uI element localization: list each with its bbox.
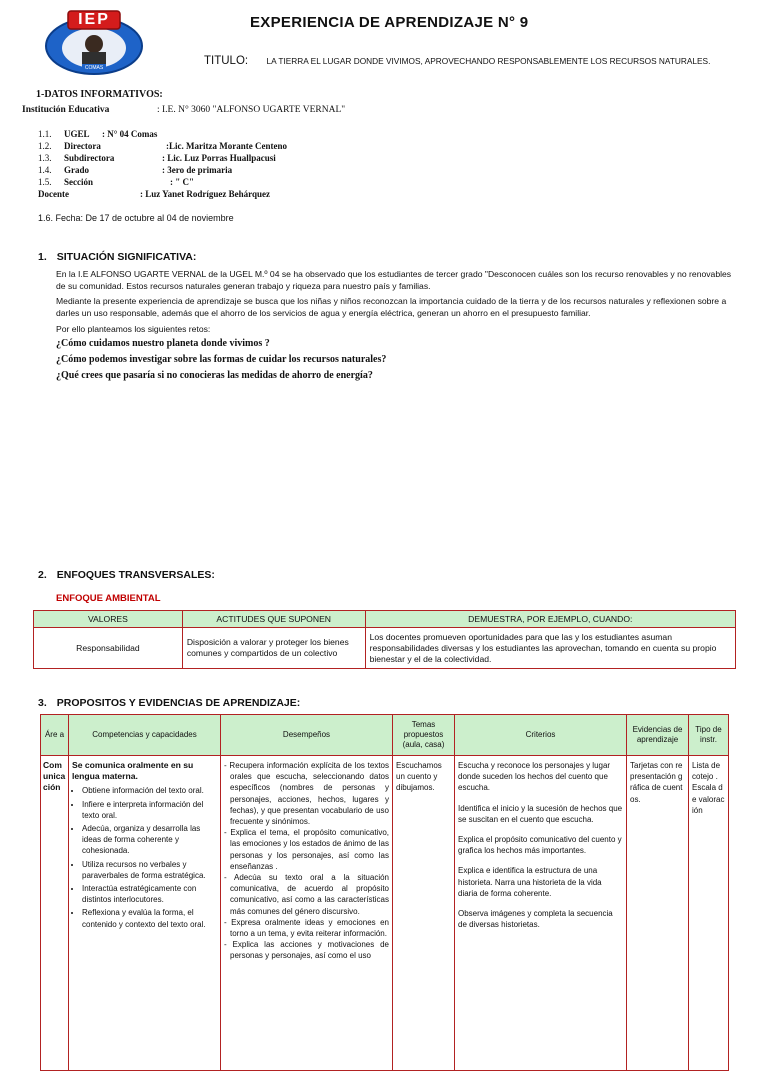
propositos-table — [40, 714, 729, 1071]
reto-2: ¿Cómo podemos investigar sobre las formas de cuidar los recursos naturales? — [56, 354, 387, 365]
situacion-p1: En la I.E ALFONSO UGARTE VERNAL de la UGEL M.º 04 se ha observado que los estudiantes de tercer grado "Desconocen cuáles son los recurso renovables y no renovables de su comunidad. Estos recursos naturales generan trabajo y riqueza para nuestro país y familias. — [56, 269, 732, 292]
reto-1: ¿Cómo cuidamos nuestro planeta donde vivimos ? — [56, 338, 270, 349]
titulo-row — [204, 51, 710, 69]
cell-desempenos — [221, 756, 393, 1071]
header-actitudes: ACTITUDES QUE SUPONEN — [182, 611, 365, 628]
capacidad-item: • Interactúa estratégicamente con distintos interlocutores. — [82, 883, 217, 905]
cell-competencias — [69, 756, 221, 1071]
cell-evidencias: Tarjetas con representación gráfica de cuentos. — [627, 756, 689, 1071]
situacion-p3: Por ello planteamos los siguientes retos: — [56, 324, 211, 334]
table-row — [41, 756, 729, 1071]
table-header-row — [41, 715, 729, 756]
header-temas: Temas propuestos (aula, casa) — [393, 715, 455, 756]
institucion-value: : I.E. N° 3060 "ALFONSO UGARTE VERNAL" — [157, 105, 346, 115]
competencia-title: Se comunica oralmente en su lengua materna. — [72, 760, 194, 782]
cell-area: Comunicación — [41, 756, 69, 1071]
table-header-row — [34, 611, 736, 628]
propositos-heading: 3. PROPOSITOS Y EVIDENCIAS DE APRENDIZAJE: — [38, 697, 301, 709]
cell-actitud: Disposición a valorar y proteger los bienes comunes y compartidos de un colectivo — [182, 628, 365, 669]
situacion-p2: Mediante la presente experiencia de aprendizaje se busca que los niñas y niños reconozcan la importancia cuidado de la tierra y de los recursos naturales y reflexionen sobre a darles un uso responsable, además que el ahorro de los servicios de agua y energía eléctrica, generan un ahorro en el presupuesto familiar. — [56, 296, 727, 319]
criterio-item: Observa imágenes y completa la secuencia de diversas historietas. — [458, 909, 613, 930]
logo-caption: COMAS — [84, 65, 104, 71]
criterio-item: Explica el propósito comunicativo del cuento y grafica los hechos más importantes. — [458, 835, 622, 856]
capacidad-item: • Adecúa, organiza y desarrolla las ideas de forma coherente y cohesionada. — [82, 823, 217, 857]
desempeno-item: - Explica el tema, el propósito comunicativo, las emociones y los estados de ánimo de las personas y los personajes, así como las enseñanzas . — [230, 827, 389, 872]
header-demuestra: DEMUESTRA, POR EJEMPLO, CUANDO: — [365, 611, 735, 628]
capacidad-item: • Reflexiona y evalúa la forma, el contenido y contexto del texto oral. — [82, 907, 217, 929]
cell-temas: Escuchamos un cuento y dibujamos. — [393, 756, 455, 1071]
header-competencias: Competencias y capacidades — [69, 715, 221, 756]
titulo-text: LA TIERRA EL LUGAR DONDE VIVIMOS, APROVECHANDO RESPONSABLEMENTE LOS RECURSOS NATURALES. — [266, 56, 711, 66]
datos-heading: 1-DATOS INFORMATIVOS: — [36, 89, 163, 100]
cell-tipo: Lista de cotejo . Escala de valoración — [689, 756, 729, 1071]
header-tipo: Tipo de instr. — [689, 715, 729, 756]
enfoque-ambiental: ENFOQUE AMBIENTAL — [56, 593, 161, 604]
criterio-item: Identifica el inicio y la sucesión de hechos que se suscitan en el cuento que escucha. — [458, 803, 623, 824]
desempeno-item: - Adecúa su texto oral a la situación comunicativa, de acuerdo al propósito comunicativo, así como a las características más comunes del género discursivo. — [230, 872, 389, 917]
header-criterios: Criterios — [455, 715, 627, 756]
logo-text: IEP — [78, 11, 110, 28]
cell-valor: Responsabilidad — [34, 628, 183, 669]
header-evidencias: Evidencias de aprendizaje — [627, 715, 689, 756]
cell-criterios — [455, 756, 627, 1071]
table-row — [34, 628, 736, 669]
desempeno-item: - Recupera información explícita de los textos orales que escucha, seleccionando datos específicos (nombres de personas y personajes, acciones, hechos, lugares y fechas), y que presentan vocabulario de uso frecuente y sinónimos. — [230, 760, 389, 827]
desempeno-item: - Expresa oralmente ideas y emociones en torno a un tema, y evita reiterar información. — [230, 917, 389, 939]
cell-demuestra: Los docentes promueven oportunidades para que las y los estudiantes asuman responsabilidades diversas y los estudiantes las aprovechan, tomando en cuenta su propio bienestar y el de la colectividad. — [365, 628, 735, 669]
header-area: Áre a — [41, 715, 69, 756]
criterio-item: Explica e identifica la estructura de una historieta. Narra una historieta de la vida diaria de forma coherente. — [458, 866, 602, 898]
enfoques-heading: 2. ENFOQUES TRANSVERSALES: — [38, 569, 215, 581]
desempeno-item: - Explica las acciones y motivaciones de personas y personajes, así como el uso — [230, 939, 389, 961]
reto-3: ¿Qué crees que pasaría si no conocieras las medidas de ahorro de energía? — [56, 370, 373, 381]
header-desempenos: Desempeños — [221, 715, 393, 756]
school-logo — [44, 10, 144, 76]
enfoques-table — [33, 610, 736, 669]
capacidad-item: • Infiere e interpreta información del texto oral. — [82, 799, 217, 821]
criterio-item: Escucha y reconoce los personajes y lugar donde suceden los hechos del cuento que escucha. — [458, 761, 611, 793]
capacidad-item: • Obtiene información del texto oral. — [82, 785, 217, 796]
capacidad-item: • Utiliza recursos no verbales y paraverbales de forma estratégica. — [82, 859, 217, 881]
institucion-label: Institución Educativa — [22, 105, 110, 115]
fecha: 1.6. Fecha: De 17 de octubre al 04 de noviembre — [38, 213, 234, 223]
titulo-label: TITULO: — [204, 55, 249, 67]
header-valores: VALORES — [34, 611, 183, 628]
situacion-heading: 1. SITUACIÓN SIGNIFICATIVA: — [38, 251, 197, 263]
document-title: EXPERIENCIA DE APRENDIZAJE N° 9 — [250, 14, 529, 31]
